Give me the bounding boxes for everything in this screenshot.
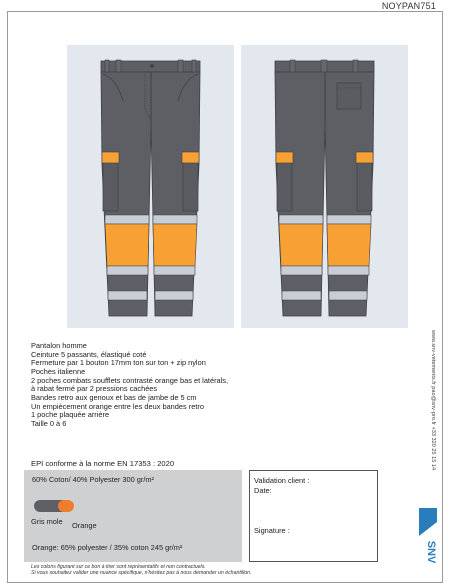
desc-line: 2 poches combats soufflets contrasté orange bas et latérals, <box>31 375 229 385</box>
validation-signature-label: Signature : <box>254 526 290 535</box>
contact-text: www.snv-vetements.fr pao@snv-pro.fr +33 320 25 15 14 <box>430 330 436 471</box>
front-view-illustration <box>67 45 234 328</box>
desc-line: Fermeture par 1 bouton 17mm ton sur ton + zip nylon <box>31 358 206 368</box>
desc-line: à rabat fermé par 2 pressions cachées <box>31 384 158 394</box>
back-view-illustration <box>241 45 408 328</box>
swatch-label-orange: Orange <box>72 521 97 530</box>
back-trousers-drawing <box>241 45 408 328</box>
color-swatch-orange <box>58 500 74 512</box>
desc-line: Un empiècement orange entre les deux bandes retro <box>31 401 204 411</box>
desc-line: 1 poche plaquée arrière <box>31 410 110 420</box>
desc-line: Pantalon homme <box>31 341 87 350</box>
footer-disclaimer <box>31 564 251 577</box>
validation-date-label: Date: <box>254 486 272 495</box>
desc-line: Bandes retro aux genoux et bas de jambe de 5 cm <box>31 392 197 402</box>
snv-logo <box>416 506 440 566</box>
desc-line: Ceinture 5 passants, élastiqué coté <box>31 349 147 359</box>
snv-logo-icon <box>416 506 440 566</box>
desc-line: Poches italienne <box>31 366 86 376</box>
footer-line-2: Si vous souhaitez valider une nuance spécifique, n'hésitez pas à nous demander un échantillon. <box>31 570 252 577</box>
footer-line-1: Les coloris figurant sur ce bon à tirer sont représentatifs et non contractuels. <box>31 564 206 570</box>
contact-vertical <box>429 330 437 480</box>
front-trousers-drawing <box>67 45 234 328</box>
validation-client-label: Validation client : <box>254 476 310 485</box>
validation-box[interactable] <box>249 470 378 562</box>
swatch-label-gray: Gris mole <box>31 517 63 526</box>
orange-composition: Orange: 65% polyester / 35% coton 245 gr/m² <box>32 543 183 552</box>
epi-norm: EPI conforme à la norme EN 17353 : 2020 <box>31 459 175 468</box>
fabric-info-box <box>24 470 242 562</box>
fabric-composition: 60% Coton/ 40% Polyester 300 gr/m² <box>32 475 155 484</box>
product-reference: NOYPAN751 <box>381 1 436 11</box>
svg-text:SNV: SNV <box>425 540 437 564</box>
product-description <box>31 342 228 429</box>
desc-line: Taille 0 à 6 <box>31 418 67 428</box>
